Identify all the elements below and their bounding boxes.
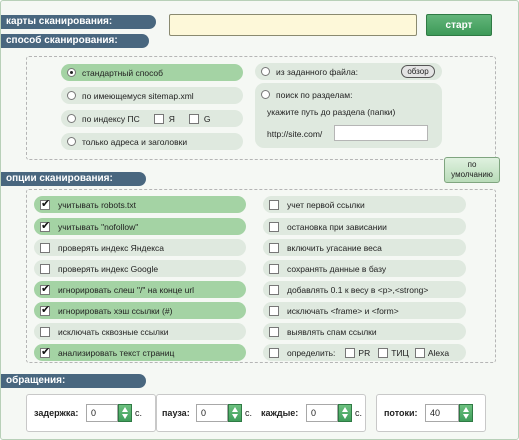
section-requests: обращения: <box>1 374 146 388</box>
option-first-link[interactable] <box>263 196 466 213</box>
option-yandex-index-checkbox[interactable] <box>40 243 50 253</box>
radio-by-sections[interactable] <box>255 86 442 103</box>
option-stop-on-hang-label: остановка при зависании <box>287 221 387 232</box>
each-unit: с. <box>355 408 363 418</box>
threads-input[interactable]: 40 <box>425 404 459 422</box>
option-determine-label: определить: <box>287 347 336 358</box>
option-analyze-text-label: анализировать текст страниц <box>58 347 175 358</box>
each-input[interactable]: 0 <box>306 404 338 422</box>
radio-addresses-headers-label: только адреса и заголовки <box>82 136 188 147</box>
option-weight-decay-label: включить угасание веса <box>287 242 382 253</box>
pause-label: пауза: <box>162 408 190 418</box>
option-detect-spam-checkbox[interactable] <box>269 327 279 337</box>
option-google-index[interactable] <box>34 260 246 277</box>
option-analyze-text[interactable] <box>34 344 246 361</box>
radio-ps-index-label: по индексу ПС <box>82 113 140 124</box>
radio-from-file-label: из заданного файла: <box>276 66 358 77</box>
option-google-index-checkbox[interactable] <box>40 264 50 274</box>
option-ignore-hash[interactable] <box>34 302 246 319</box>
option-nofollow[interactable] <box>34 218 246 235</box>
delay-label: задержка: <box>34 408 79 418</box>
option-robots-txt[interactable] <box>34 196 246 213</box>
radio-existing-sitemap-dot[interactable] <box>67 91 76 100</box>
option-yandex-index[interactable] <box>34 239 246 256</box>
pause-unit: с. <box>245 408 253 418</box>
pause-group <box>156 394 366 432</box>
option-weight-decay-checkbox[interactable] <box>269 243 279 253</box>
section-scan-maps: карты сканирования: <box>1 15 156 29</box>
tic-label: ТИЦ <box>391 347 409 358</box>
browse-button[interactable]: обзор <box>401 65 435 78</box>
section-scan-options: опции сканирования: <box>1 172 146 186</box>
option-nofollow-checkbox[interactable] <box>40 222 50 232</box>
option-exclude-frame-form[interactable] <box>263 302 466 319</box>
each-spinner[interactable] <box>338 404 352 422</box>
radio-standard[interactable] <box>61 64 243 81</box>
delay-group <box>26 394 156 432</box>
yandex-label: Я <box>168 113 175 124</box>
option-robots-txt-label: учитывать robots.txt <box>58 199 137 210</box>
pause-spinner[interactable] <box>228 404 242 422</box>
pause-input[interactable]: 0 <box>196 404 228 422</box>
option-stop-on-hang-checkbox[interactable] <box>269 222 279 232</box>
radio-by-sections-dot[interactable] <box>261 90 270 99</box>
site-url-label: http://site.com/ <box>267 129 323 139</box>
option-first-link-label: учет первой ссылки <box>287 199 365 210</box>
alexa-checkbox[interactable] <box>415 348 425 358</box>
option-ignore-hash-checkbox[interactable] <box>40 306 50 316</box>
delay-input[interactable]: 0 <box>86 404 118 422</box>
threads-spinner[interactable] <box>459 404 473 422</box>
option-detect-spam-label: выявлять спам ссылки <box>287 326 377 337</box>
start-button[interactable]: старт <box>426 14 492 36</box>
option-add-weight-tags-checkbox[interactable] <box>269 285 279 295</box>
option-determine[interactable] <box>263 344 466 361</box>
radio-addresses-headers[interactable] <box>61 133 243 150</box>
radio-from-file-dot[interactable] <box>261 67 270 76</box>
option-ignore-hash-label: игнорировать хэш ссылки (#) <box>58 305 173 316</box>
section-scan-method: способ сканирования: <box>1 34 149 48</box>
delay-spinner[interactable] <box>118 404 132 422</box>
option-ignore-slash-label: игнорировать слеш "/" на конце url <box>58 284 195 295</box>
radio-ps-index[interactable] <box>61 110 243 127</box>
radio-existing-sitemap-label: по имеющемуся sitemap.xml <box>82 90 194 101</box>
option-weight-decay[interactable] <box>263 239 466 256</box>
option-analyze-text-checkbox[interactable] <box>40 348 50 358</box>
radio-by-sections-label: поиск по разделам: <box>276 89 353 100</box>
option-google-index-label: проверять индекс Google <box>58 263 159 274</box>
option-add-weight-tags-label: добавлять 0.1 к весу в <p>,<strong> <box>287 284 429 295</box>
option-exclude-frame-form-label: исключать <frame> и <form> <box>287 305 399 316</box>
option-exclude-through-links-label: исключать сквозные ссылки <box>58 326 169 337</box>
yandex-checkbox[interactable] <box>154 114 164 124</box>
option-exclude-frame-form-checkbox[interactable] <box>269 306 279 316</box>
google-checkbox[interactable] <box>189 114 199 124</box>
section-path-hint: укажите путь до раздела (папки) <box>267 107 396 117</box>
pr-checkbox[interactable] <box>345 348 355 358</box>
each-label: каждые: <box>261 408 299 418</box>
option-robots-txt-checkbox[interactable] <box>40 200 50 210</box>
option-ignore-slash[interactable] <box>34 281 246 298</box>
option-save-to-db-label: сохранять данные в базу <box>287 263 387 274</box>
defaults-button-line1: по <box>467 160 477 169</box>
radio-ps-index-dot[interactable] <box>67 114 76 123</box>
option-detect-spam[interactable] <box>263 323 466 340</box>
radio-standard-label: стандартный способ <box>82 67 164 78</box>
pr-label: PR <box>358 347 371 358</box>
radio-addresses-headers-dot[interactable] <box>67 137 76 146</box>
radio-standard-dot[interactable] <box>67 68 76 77</box>
alexa-label: Alexa <box>427 347 450 358</box>
option-ignore-slash-checkbox[interactable] <box>40 285 50 295</box>
option-exclude-through-links[interactable] <box>34 323 246 340</box>
threads-label: потоки: <box>384 408 418 418</box>
option-stop-on-hang[interactable] <box>263 218 466 235</box>
section-path-input[interactable] <box>334 125 428 141</box>
option-exclude-through-links-checkbox[interactable] <box>40 327 50 337</box>
tic-checkbox[interactable] <box>378 348 388 358</box>
defaults-button[interactable] <box>444 157 500 183</box>
google-label: G <box>203 113 211 124</box>
option-add-weight-tags[interactable] <box>263 281 466 298</box>
scan-maps-input[interactable] <box>169 14 417 36</box>
threads-group <box>376 394 486 432</box>
delay-unit: с. <box>135 408 143 418</box>
option-yandex-index-label: проверять индекс Яндекса <box>58 242 164 253</box>
option-save-to-db-checkbox[interactable] <box>269 264 279 274</box>
option-nofollow-label: учитывать "nofollow" <box>58 221 139 232</box>
defaults-button-line2: умолчанию <box>451 170 493 179</box>
radio-existing-sitemap[interactable] <box>61 87 243 104</box>
option-save-to-db[interactable] <box>263 260 466 277</box>
option-first-link-checkbox[interactable] <box>269 200 279 210</box>
option-determine-checkbox[interactable] <box>269 348 279 358</box>
